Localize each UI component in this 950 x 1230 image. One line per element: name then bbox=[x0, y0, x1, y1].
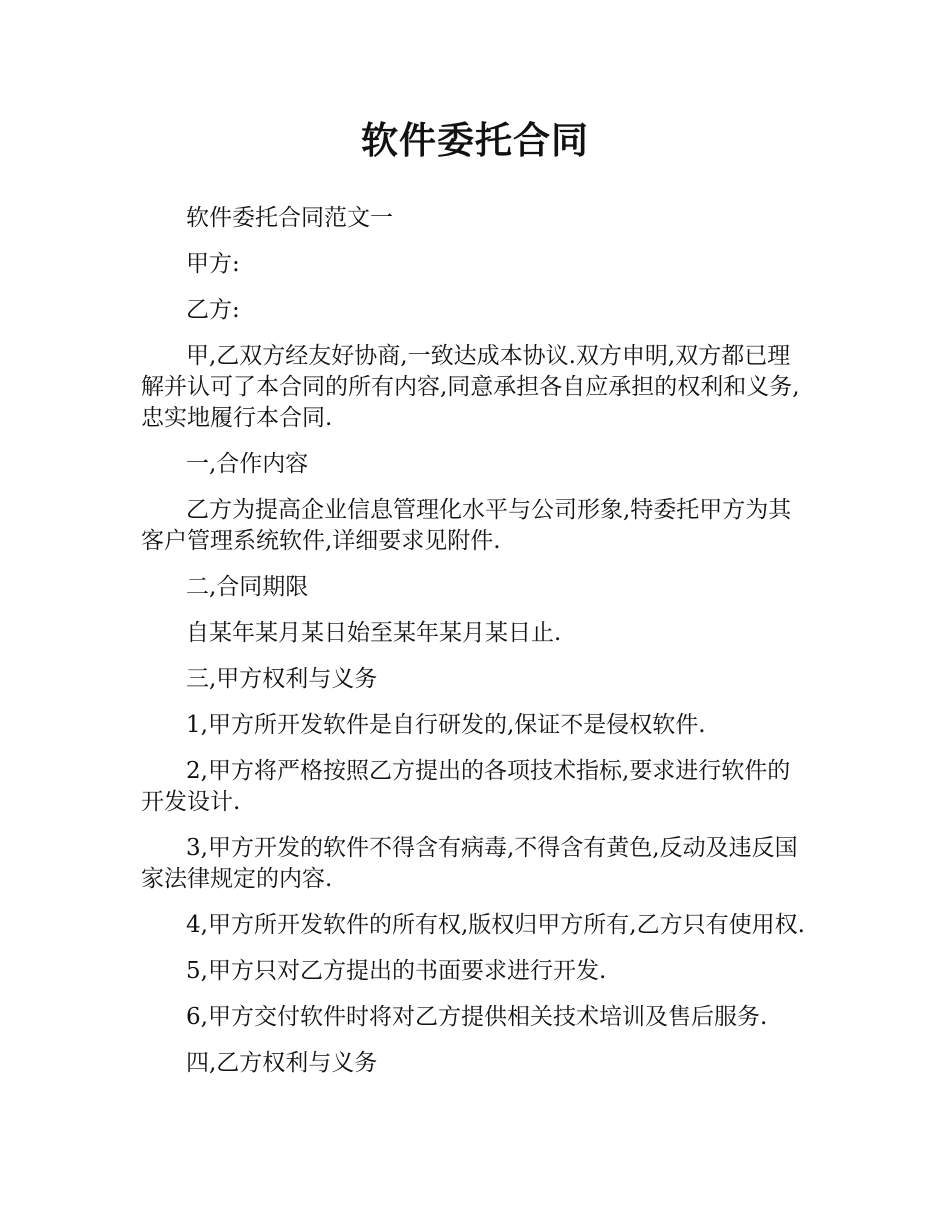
clause-a-6: 6,甲方交付软件时将对乙方提供相关技术培训及售后服务. bbox=[186, 1004, 768, 1030]
paragraph-preamble: 甲,乙双方经友好协商,一致达成本协议.双方申明,双方都已理解并认可了本合同的所有内容,同意承担各自应承担的权利和义务,忠实地履行本合同. bbox=[141, 343, 800, 431]
section-heading-term: 二,合同期限 bbox=[186, 574, 309, 600]
clause-a-5: 5,甲方只对乙方提出的书面要求进行开发. bbox=[186, 958, 607, 984]
paragraph-term: 自某年某月某日始至某年某月某日止. bbox=[186, 620, 562, 646]
section-heading-party-a-rights: 三,甲方权利与义务 bbox=[186, 666, 378, 692]
paragraph-party-a: 甲方: bbox=[186, 251, 240, 277]
clause-a-4: 4,甲方所开发软件的所有权,版权归甲方所有,乙方只有使用权. bbox=[186, 912, 805, 938]
clause-a-1: 1,甲方所开发软件是自行研发的,保证不是侵权软件. bbox=[186, 712, 706, 738]
paragraph-cooperation: 乙方为提高企业信息管理化水平与公司形象,特委托甲方为其客户管理系统软件,详细要求见附件. bbox=[141, 497, 792, 554]
section-heading-party-b-rights: 四,乙方权利与义务 bbox=[186, 1050, 378, 1076]
section-heading-cooperation: 一,合作内容 bbox=[186, 451, 309, 477]
paragraph-subtitle: 软件委托合同范文一 bbox=[186, 205, 393, 231]
clause-a-2: 2,甲方将严格按照乙方提出的各项技术指标,要求进行软件的开发设计. bbox=[141, 758, 791, 815]
clause-a-3: 3,甲方开发的软件不得含有病毒,不得含有黄色,反动及违反国家法律规定的内容. bbox=[141, 835, 798, 892]
document-body bbox=[141, 203, 813, 1094]
paragraph-party-b: 乙方: bbox=[186, 297, 240, 323]
document-title: 软件委托合同 bbox=[361, 119, 589, 162]
